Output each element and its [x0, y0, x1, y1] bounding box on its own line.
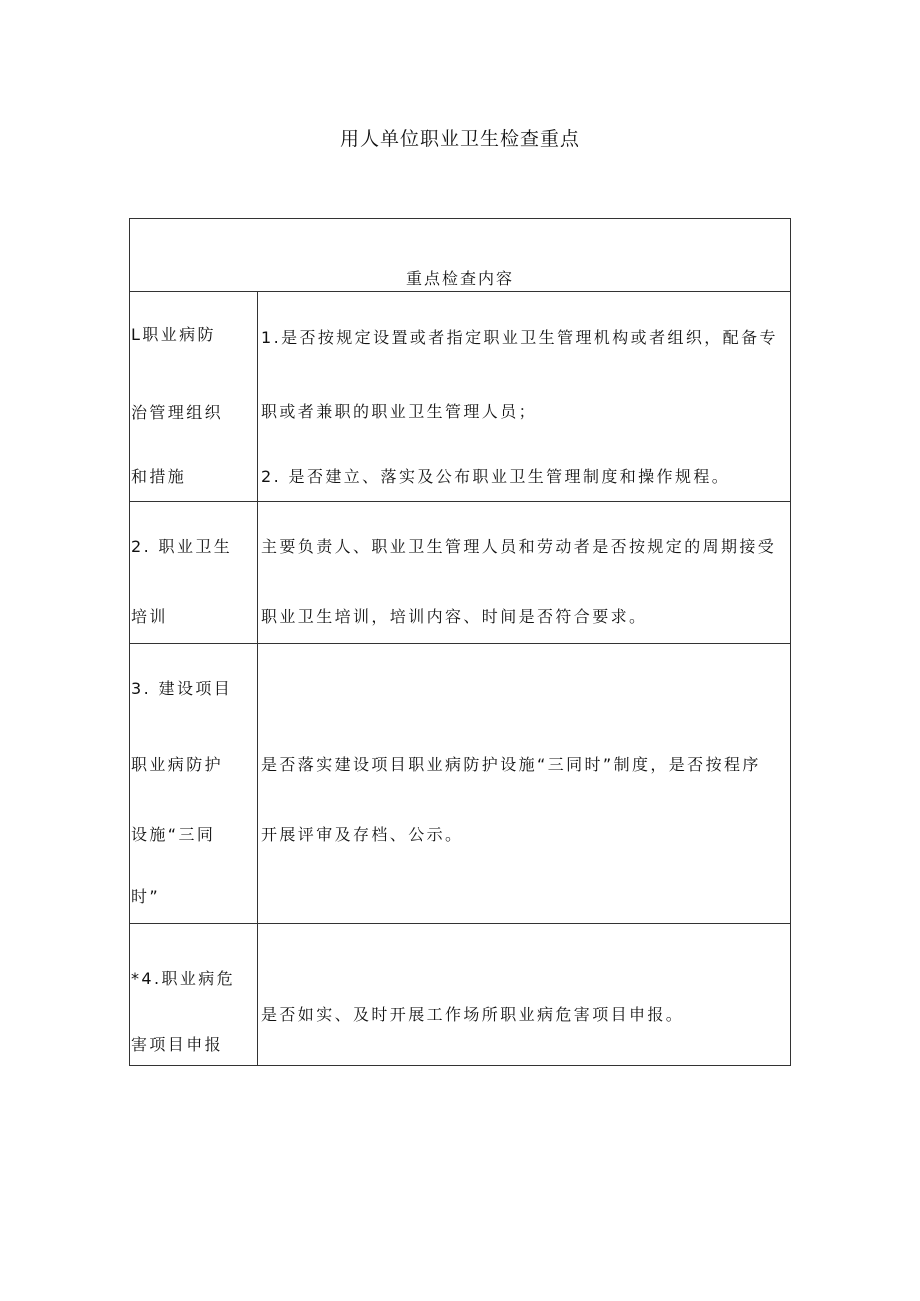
item-line: 培训 — [131, 607, 168, 626]
content-cell — [258, 292, 790, 501]
content-line: 是否落实建设项目职业病防护设施“三同时”制度，是否按程序 — [261, 755, 761, 774]
content-cell — [258, 644, 790, 923]
content-line: 2. 是否建立、落实及公布职业卫生管理制度和操作规程。 — [261, 467, 731, 486]
item-line: 2. 职业卫生 — [131, 537, 233, 556]
table-header — [130, 219, 790, 292]
item-line: 3. 建设项目 — [131, 679, 233, 698]
item-cell — [130, 924, 258, 1065]
item-line: 治管理组织 — [131, 403, 224, 422]
item-line: *4.职业病危 — [131, 969, 236, 988]
item-line: L职业病防 — [131, 325, 216, 344]
table-row — [130, 292, 790, 502]
item-line: 害项目申报 — [131, 1035, 224, 1054]
table-row — [130, 644, 790, 924]
content-line: 开展评审及存档、公示。 — [261, 825, 464, 844]
content-cell — [258, 924, 790, 1065]
item-cell — [130, 502, 258, 643]
content-line: 职或者兼职的职业卫生管理人员； — [261, 402, 538, 421]
table-header-label: 重点检查内容 — [405, 269, 514, 288]
item-line: 设施“三同 — [131, 825, 216, 844]
content-line: 是否如实、及时开展工作场所职业病危害项目申报。 — [261, 1005, 685, 1024]
content-line: 主要负责人、职业卫生管理人员和劳动者是否按规定的周期接受 — [261, 537, 777, 556]
table-row — [130, 502, 790, 644]
table-row — [130, 924, 790, 1065]
item-line: 时” — [131, 887, 161, 906]
item-line: 和措施 — [131, 467, 187, 486]
item-cell — [130, 292, 258, 501]
document-title: 用人单位职业卫生检查重点 — [339, 128, 580, 150]
inspection-table — [129, 218, 791, 1066]
content-line: 职业卫生培训，培训内容、时间是否符合要求。 — [261, 607, 648, 626]
item-line: 职业病防护 — [131, 755, 224, 774]
content-line: 1.是否按规定设置或者指定职业卫生管理机构或者组织，配备专 — [261, 328, 778, 347]
content-cell — [258, 502, 790, 643]
item-cell — [130, 644, 258, 923]
